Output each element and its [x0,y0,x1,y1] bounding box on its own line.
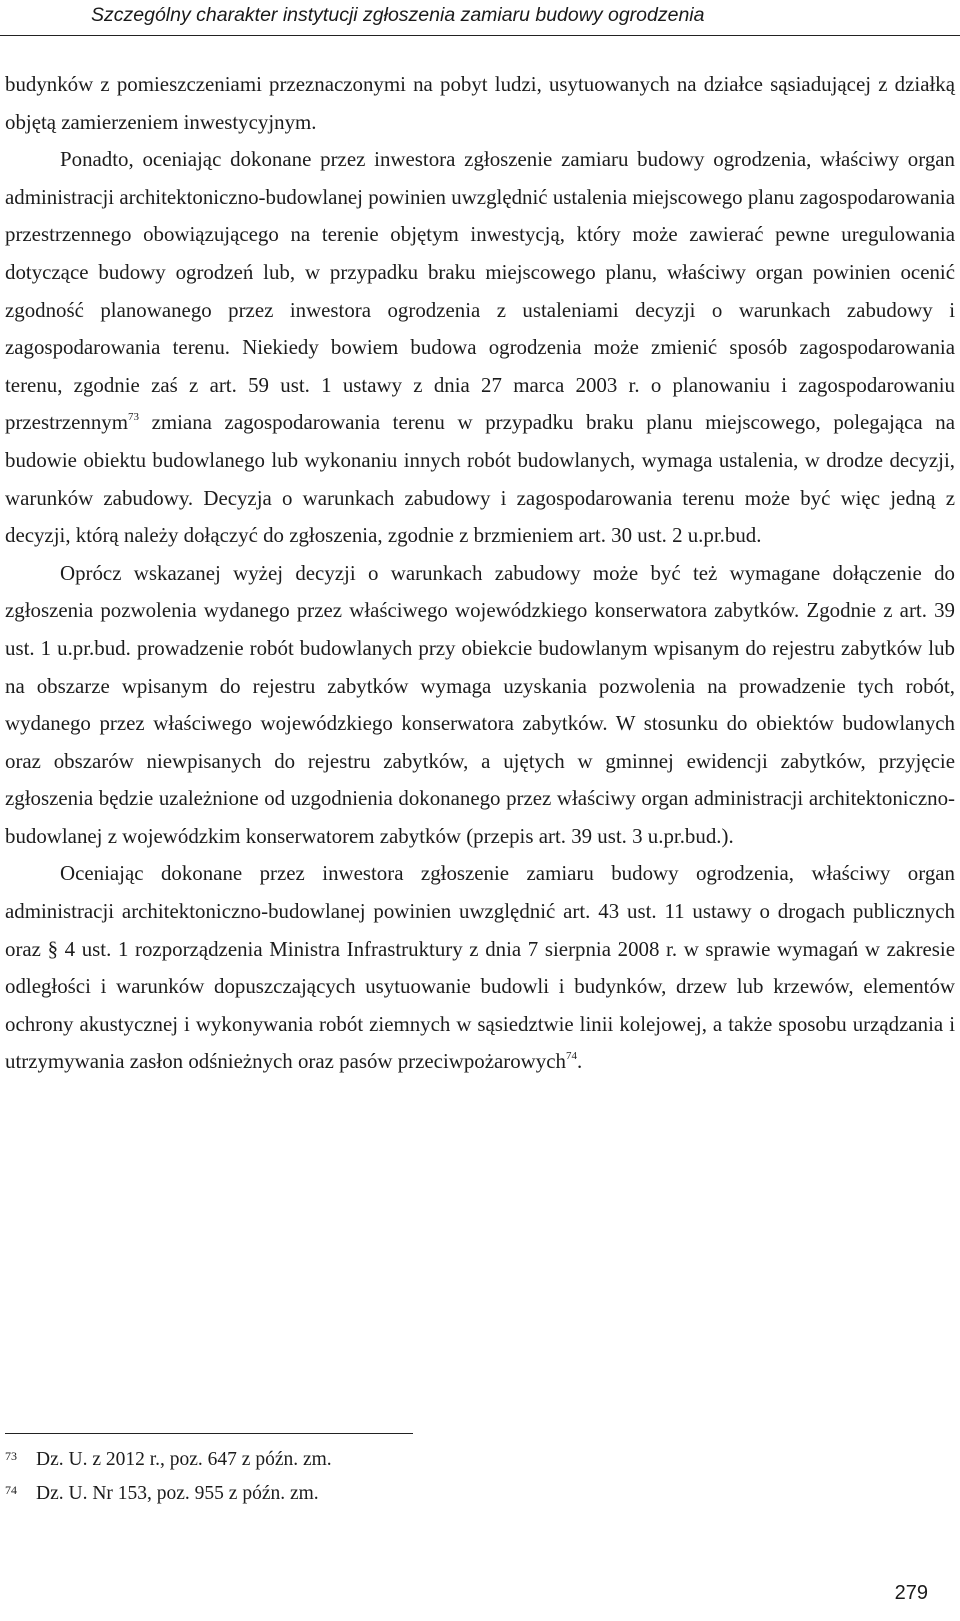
footnote-74 [5,1477,605,1511]
footnote-number: 73 [5,1449,17,1463]
footnote-ref-74[interactable]: 74 [565,1050,577,1063]
paragraph-2-text-b: zmiana zagospodarowania terenu w przypadku braku planu miejscowego, polegająca na budowie obiektu budowlanego lub wykonaniu innych robót budowlanych, wymaga ustalenia, w drodze decyzji, warunków zabudowy. Decyzja o warunkach zabudowy i zagospodarowania terenu może być więc jedną z decyzji, którą należy dołączyć do zgłoszenia, zgodnie z brzmieniem art. 30 ust. 2 u.pr.bud. [5,410,955,548]
footnote-ref-73[interactable]: 73 [127,411,139,424]
main-text [5,66,955,1081]
paragraph-4-text-b: . [576,1049,583,1074]
paragraph-4 [5,855,955,1081]
paragraph-2-text-a: Ponadto, oceniając dokonane przez inwestora zgłoszenie zamiaru budowy ogrodzenia, właściwy organ administracji architektoniczno-budowlanej powinien uwzględnić ustalenia miejscowego planu zagospodarowania przestrzennego obowiązującego na terenie objętym inwestycją, który może zawierać pewne uregulowania dotyczące budowy ogrodzeń lub, w przypadku braku miejscowego planu, właściwy organ powinien ocenić zgodność planowanego przez inwestora ogrodzenia z ustaleniami decyzji o warunkach zabudowy i zagospodarowania terenu. Niekiedy bowiem budowa ogrodzenia może zmienić sposób zagospodarowania terenu, zgodnie zaś z art. 59 ust. 1 ustawy z dnia 27 marca 2003 r. o planowaniu i zagospodarowaniu przestrzennym [5,147,955,435]
footnote-number: 74 [5,1483,17,1497]
footnote-text: Dz. U. z 2012 r., poz. 647 z późn. zm. [36,1449,332,1470]
footnote-divider [5,1433,413,1434]
footnotes [5,1443,605,1511]
footnote-73 [5,1443,605,1477]
page-number: 279 [894,1582,928,1604]
paragraph-2 [5,141,955,555]
paragraph-3: Oprócz wskazanej wyżej decyzji o warunkach zabudowy może być też wymagane dołączenie do zgłoszenia pozwolenia wydanego przez właściwego wojewódzkiego konserwatora zabytków. Zgodnie z art. 39 ust. 1 u.pr.bud. prowadzenie robót budowlanych przy obiekcie budowlanym wpisanym do rejestru zabytków lub na obszarze wpisanym do rejestru zabytków wymaga uzyskania pozwolenia na prowadzenie tych robót, wydanego przez właściwego wojewódzkiego konserwatora zabytków. W stosunku do obiektów budowlanych oraz obszarów niewpisanych do rejestru zabytków, a ujętych w gminnej ewidencji zabytków, przyjęcie zgłoszenia będzie uzależnione od uzgodnienia dokonanego przez właściwy organ administracji architektoniczno-budowlanej z wojewódzkim konserwatorem zabytków (przepis art. 39 ust. 3 u.pr.bud.). [5,560,955,848]
paragraph-4-text-a: Oceniając dokonane przez inwestora zgłoszenie zamiaru budowy ogrodzenia, właściwy organ administracji architektoniczno-budowlanej powinien uwzględnić art. 43 ust. 11 ustawy o drogach publicznych oraz § 4 ust. 1 rozporządzenia Ministra Infrastruktury z dnia 7 sierpnia 2008 r. w sprawie wymagań w zakresie odległości i warunków dopuszczających usytuowanie budowli i budynków, drzew lub krzewów, elementów ochrony akustycznej i wykonywania robót ziemnych w sąsiedztwie linii kolejowej, a także sposobu urządzania i utrzymywania zasłon odśnieżnych oraz pasów przeciwpożarowych [5,861,955,1074]
paragraph-1: budynków z pomieszczeniami przeznaczonymi na pobyt ludzi, usytuowanych na działce sąsiadującej z działką objętą zamierzeniem inwestycyjnym. [5,72,955,134]
running-header [0,0,960,36]
footnote-text: Dz. U. Nr 153, poz. 955 z późn. zm. [36,1483,319,1504]
running-title: Szczególny charakter instytucji zgłoszenia zamiaru budowy ogrodzenia [91,4,705,26]
